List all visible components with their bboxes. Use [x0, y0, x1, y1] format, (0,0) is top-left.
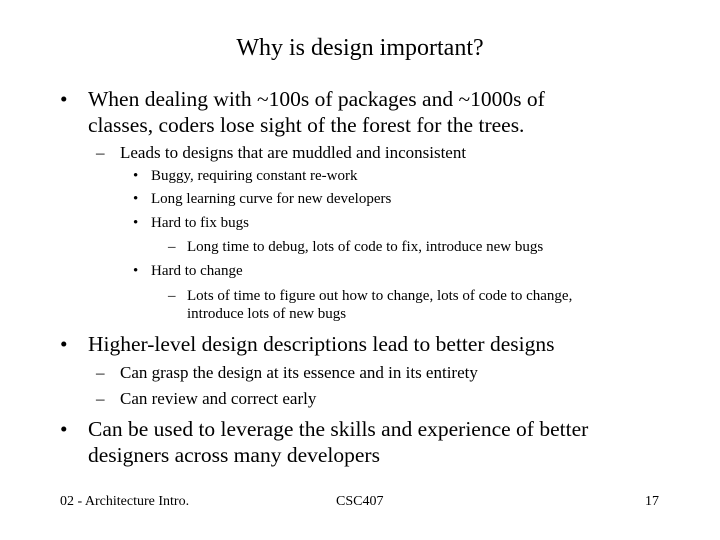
- bullet-text: Higher-level design descriptions lead to better designs: [88, 332, 555, 356]
- bullet-l1: •: [60, 87, 68, 111]
- footer-course-code: CSC407: [336, 494, 384, 509]
- sub-bullet-text: Can grasp the design at its essence and in its entirety: [120, 363, 478, 382]
- bullet-l3: •: [133, 191, 139, 207]
- point-text: Long learning curve for new developers: [151, 191, 392, 207]
- point-text: Hard to fix bugs: [151, 215, 249, 231]
- footer-page-number: 17: [645, 494, 659, 509]
- bullet-text: classes, coders lose sight of the forest for the trees.: [88, 113, 525, 137]
- sub-bullet-text: Leads to designs that are muddled and inconsistent: [120, 143, 467, 162]
- detail-text: Long time to debug, lots of code to fix, introduce new bugs: [187, 239, 544, 255]
- slide-title: Why is design important?: [236, 35, 484, 61]
- bullet-l2: –: [96, 143, 105, 162]
- bullet-text: designers across many developers: [88, 443, 380, 467]
- point-text: Buggy, requiring constant re-work: [151, 168, 358, 184]
- bullet-l2: –: [96, 363, 105, 382]
- point-text: Hard to change: [151, 263, 243, 279]
- bullet-l3: •: [133, 215, 139, 231]
- detail-text: Lots of time to figure out how to change, lots of code to change,: [187, 288, 573, 304]
- bullet-l3: •: [133, 263, 139, 279]
- bullet-text: Can be used to leverage the skills and experience of better: [88, 417, 589, 441]
- footer-course-section: 02 - Architecture Intro.: [60, 494, 190, 509]
- sub-bullet-text: Can review and correct early: [120, 389, 317, 408]
- bullet-text: When dealing with ~100s of packages and ~1000s of: [88, 87, 545, 111]
- bullet-l2: –: [96, 389, 105, 408]
- bullet-l1: •: [60, 332, 68, 356]
- bullet-l3: •: [133, 168, 139, 184]
- bullet-l4: –: [168, 239, 176, 255]
- bullet-l1: •: [60, 417, 68, 441]
- detail-text: introduce lots of new bugs: [187, 306, 347, 322]
- bullet-l4: –: [168, 288, 176, 304]
